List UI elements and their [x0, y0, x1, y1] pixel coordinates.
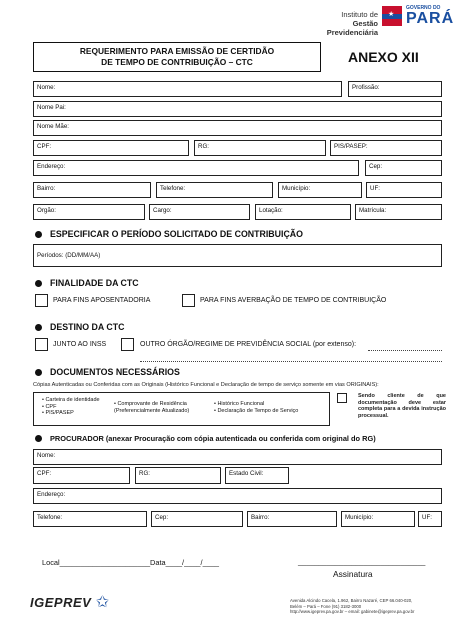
procurador-nome-label: Nome:	[37, 452, 56, 459]
periodo-heading-text: ESPECIFICAR O PERÍODO SOLICITADO DE CONTRIBUIÇÃO	[50, 229, 304, 239]
inss-checkbox[interactable]	[35, 338, 48, 351]
procurador-cpf-field[interactable]	[33, 467, 130, 484]
pis-label: PIS/PASEP:	[334, 143, 368, 150]
profissao-field[interactable]	[348, 81, 442, 97]
pis-field[interactable]	[330, 140, 442, 156]
title-line2: DE TEMPO DE CONTRIBUIÇÃO – CTC	[101, 57, 253, 67]
procurador-endereco-label: Endereço:	[37, 491, 66, 498]
local-line[interactable]: Local______________________	[42, 558, 151, 567]
procurador-uf-label: UF:	[422, 514, 432, 521]
footer-addr1: Avenida Alcindo Cacela, 1.962, Bairro Nazaré, CEP 66.040-020,	[290, 598, 413, 603]
institute-line2: Gestão Previdenciária	[326, 19, 378, 37]
outro-orgao-underline[interactable]	[368, 350, 442, 351]
lotacao-field[interactable]	[255, 204, 351, 220]
lotacao-label: Lotação:	[259, 207, 283, 214]
procurador-bairro-field[interactable]	[247, 511, 337, 527]
documentos-note: Cópias Autenticadas ou Conferidas com as Originais (Histórico Funcional e Declaração de tempo de serviço somente em vias ORIGINAIS):	[33, 382, 379, 388]
doc-declaracao: • Declaração de Tempo de Serviço	[214, 407, 299, 414]
government-logo	[382, 4, 462, 28]
institute-line1: Instituto de	[341, 10, 378, 19]
rg-label: RG:	[198, 143, 210, 150]
ciente-checkbox[interactable]	[337, 393, 347, 403]
data-line[interactable]: Data____/____/____	[150, 558, 220, 567]
signature-label: Assinatura	[333, 569, 373, 579]
doc-identidade: • Carteira de identidade	[42, 397, 100, 403]
finalidade-heading	[35, 278, 139, 288]
finalidade-heading-text: FINALIDADE DA CTC	[50, 278, 139, 288]
gov-small-text: GOVERNO DO	[406, 5, 441, 11]
nome-mae-label: Nome Mãe:	[37, 123, 69, 130]
procurador-municipio-label: Município:	[345, 514, 374, 521]
signature-line[interactable]: _______________________________	[298, 557, 426, 566]
gov-big-text: PARÁ	[406, 10, 455, 27]
matricula-field[interactable]	[355, 204, 442, 220]
doc-pis: • PIS/PASEP	[42, 410, 74, 417]
documentos-col3	[214, 401, 298, 414]
bullet-icon	[35, 435, 42, 442]
profissao-label: Profissão:	[352, 84, 380, 91]
doc-residencia-note: (Preferencialmente Atualizado)	[114, 407, 190, 414]
averbacao-label: PARA FINS AVERBAÇÃO DE TEMPO DE CONTRIBUIÇÃO	[200, 297, 387, 304]
cargo-field[interactable]	[149, 204, 250, 220]
procurador-bairro-label: Bairro:	[251, 514, 270, 521]
ciente-note: Sendo cliente de que documentação deve estar completa para a devida instrução processual.	[358, 393, 446, 419]
procurador-uf-field[interactable]	[418, 511, 442, 527]
periodo-field[interactable]	[33, 244, 442, 267]
bairro-label: Bairro:	[37, 185, 56, 192]
doc-residencia: • Comprovante de Residência	[114, 401, 187, 407]
procurador-heading-text: PROCURADOR (anexar Procuração com cópia autenticada ou conferida com original do RG)	[50, 434, 376, 443]
uf-field[interactable]	[366, 182, 442, 198]
procurador-rg-field[interactable]	[135, 467, 221, 484]
bairro-field[interactable]	[33, 182, 151, 198]
nome-mae-field[interactable]	[33, 120, 442, 136]
cargo-label: Cargo:	[153, 207, 172, 214]
documentos-heading	[35, 367, 180, 377]
documentos-col1	[42, 397, 100, 417]
periodo-label: Períodos: (DD/MM/AA)	[37, 252, 101, 259]
aposentadoria-checkbox[interactable]	[35, 294, 48, 307]
outro-orgao-checkbox[interactable]	[121, 338, 134, 351]
municipio-label: Município:	[282, 185, 311, 192]
star-icon: ✩	[95, 594, 110, 611]
nome-pai-label: Nome Pai:	[37, 104, 66, 111]
nome-label: Nome:	[37, 84, 56, 91]
bullet-icon	[35, 324, 42, 331]
cpf-label: CPF:	[37, 143, 52, 150]
documentos-col2	[114, 401, 189, 414]
orgao-label: Orgão:	[37, 207, 56, 214]
inss-label: JUNTO AO INSS	[53, 341, 107, 348]
doc-historico: • Histórico Funcional	[214, 401, 265, 407]
procurador-telefone-label: Telefone:	[37, 514, 63, 521]
outro-orgao-label: OUTRO ÓRGÃO/REGIME DE PREVIDÊNCIA SOCIAL (por extenso):	[140, 341, 357, 348]
bullet-icon	[35, 369, 42, 376]
footer-address	[290, 598, 414, 615]
nome-pai-field[interactable]	[33, 101, 442, 117]
telefone-label: Telefone:	[160, 185, 186, 192]
title-line1: REQUERIMENTO PARA EMISSÃO DE CERTIDÃO	[79, 46, 275, 56]
procurador-cep-field[interactable]	[151, 511, 243, 527]
bullet-icon	[35, 231, 42, 238]
footer-addr2: Belém – Pará – Fone (91) 3182-3000	[290, 603, 362, 609]
procurador-estado-civil-label: Estado Civil:	[229, 470, 264, 477]
doc-cpf: • CPF	[42, 403, 57, 410]
averbacao-checkbox[interactable]	[182, 294, 195, 307]
aposentadoria-label: PARA FINS APOSENTADORIA	[53, 297, 151, 304]
orgao-field[interactable]	[33, 204, 145, 220]
outro-orgao-line2[interactable]	[140, 361, 442, 362]
destino-heading-text: DESTINO DA CTC	[50, 322, 125, 332]
procurador-estado-civil-field[interactable]	[225, 467, 289, 484]
title-box	[33, 42, 321, 72]
flag-icon: ★	[382, 6, 402, 26]
cpf-field[interactable]	[33, 140, 189, 156]
institute-name	[300, 10, 378, 37]
logo-text: IGEPREV	[30, 595, 92, 610]
bullet-icon	[35, 280, 42, 287]
periodo-heading	[35, 229, 303, 239]
rg-field[interactable]	[194, 140, 326, 156]
documentos-heading-text: DOCUMENTOS NECESSÁRIOS	[50, 367, 180, 377]
annex-label: ANEXO XII	[348, 49, 419, 65]
procurador-municipio-field[interactable]	[341, 511, 415, 527]
procurador-endereco-field[interactable]	[33, 488, 442, 504]
matricula-label: Matrícula:	[359, 207, 387, 214]
procurador-telefone-field[interactable]	[33, 511, 147, 527]
cep-label: Cep:	[369, 163, 383, 170]
municipio-field[interactable]	[278, 182, 362, 198]
procurador-cpf-label: CPF:	[37, 470, 52, 477]
endereco-label: Endereço:	[37, 163, 66, 170]
telefone-field[interactable]	[156, 182, 273, 198]
footer-addr3: http://www.igeprev.pa.gov.br – email: gabinete@igeprev.pa.gov.br	[290, 609, 415, 615]
procurador-nome-field[interactable]	[33, 449, 442, 465]
endereco-field[interactable]	[33, 160, 359, 176]
procurador-heading	[35, 434, 376, 443]
procurador-cep-label: Cep:	[155, 514, 169, 521]
documentos-box	[33, 392, 330, 426]
igeprev-logo	[30, 592, 109, 612]
destino-heading	[35, 322, 124, 332]
procurador-rg-label: RG:	[139, 470, 151, 477]
uf-label: UF:	[370, 185, 380, 192]
nome-field[interactable]	[33, 81, 342, 97]
cep-field[interactable]	[365, 160, 442, 176]
